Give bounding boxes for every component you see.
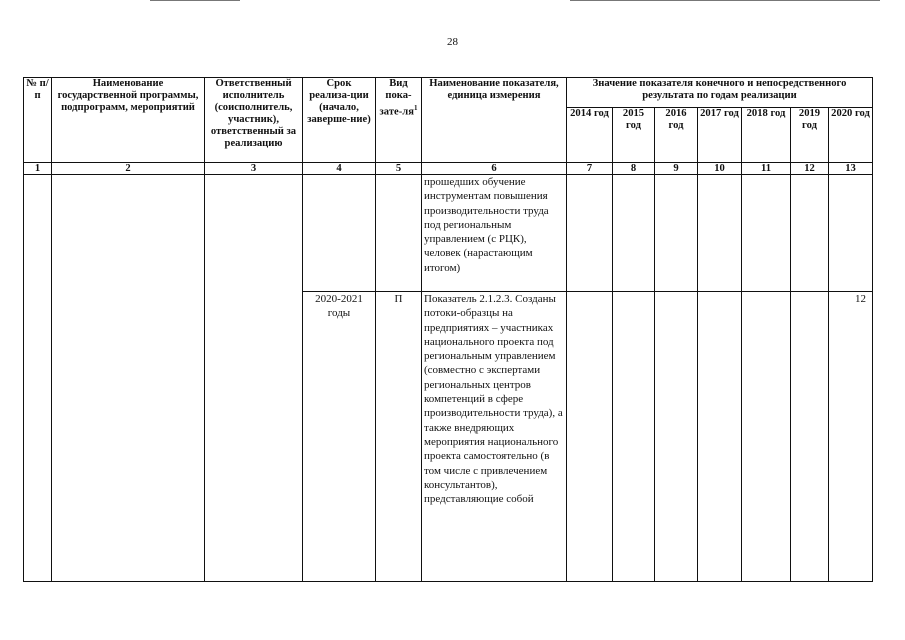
header-year: 2017 год bbox=[698, 108, 742, 163]
header-year: 2019 год bbox=[791, 108, 829, 163]
column-number: 6 bbox=[422, 163, 567, 175]
header-no: № п/п bbox=[24, 78, 52, 163]
cell-value-2017 bbox=[698, 292, 742, 582]
header-kind-footnote: 1 bbox=[413, 104, 418, 112]
column-number: 4 bbox=[303, 163, 376, 175]
cell-value-2016 bbox=[655, 292, 698, 582]
cell-term bbox=[303, 175, 376, 292]
header-kind bbox=[376, 78, 422, 163]
header-executor: Ответственный исполнитель (соисполнитель, участник), ответственный за реализацию bbox=[205, 78, 303, 163]
cell-value-2018 bbox=[742, 175, 791, 292]
column-number: 1 bbox=[24, 163, 52, 175]
cell-indicator: прошедших обучение инструментам повышения производительности труда под региональным управлением (с РЦК), человек (нарастающим итогом) bbox=[422, 175, 567, 292]
header-year: 2015 год bbox=[613, 108, 655, 163]
header-program: Наименование государственной программы, подпрограмм, мероприятий bbox=[52, 78, 205, 163]
header-indicator: Наименование показателя, единица измерения bbox=[422, 78, 567, 163]
cell-kind bbox=[376, 175, 422, 292]
cell-value-2019 bbox=[791, 292, 829, 582]
column-number: 12 bbox=[791, 163, 829, 175]
cell-value-2017 bbox=[698, 175, 742, 292]
cell-value-2015 bbox=[613, 292, 655, 582]
header-year: 2014 год bbox=[567, 108, 613, 163]
column-number: 8 bbox=[613, 163, 655, 175]
cell-value-2014 bbox=[567, 175, 613, 292]
table-row bbox=[24, 175, 873, 292]
header-kind-label: Вид пока-зате-ля bbox=[379, 78, 414, 118]
cell-kind: П bbox=[376, 292, 422, 582]
column-number: 10 bbox=[698, 163, 742, 175]
column-number: 5 bbox=[376, 163, 422, 175]
cell-indicator: Показатель 2.1.2.3. Созданы потоки-образцы на предприятиях – участниках национального проекта под региональным управлением (совместно с экспертами региональных центров компетенций в сфере производительности труда), а также внедряющих мероприятия национального проекта самостоятельно (в том числе с привлечением консультантов), представляющие собой bbox=[422, 292, 567, 582]
column-number: 7 bbox=[567, 163, 613, 175]
indicator-table bbox=[23, 77, 873, 582]
header-year: 2020 год bbox=[829, 108, 873, 163]
column-number: 9 bbox=[655, 163, 698, 175]
cell-value-2016 bbox=[655, 175, 698, 292]
cell-value-2020 bbox=[829, 175, 873, 292]
column-number: 2 bbox=[52, 163, 205, 175]
header-year: 2016 год bbox=[655, 108, 698, 163]
scan-top-mark-right bbox=[570, 0, 880, 1]
column-number: 13 bbox=[829, 163, 873, 175]
cell-term: 2020-2021 годы bbox=[303, 292, 376, 582]
cell-value-2019 bbox=[791, 175, 829, 292]
column-number: 11 bbox=[742, 163, 791, 175]
header-values-group: Значение показателя конечного и непосредственного результата по годам реализации bbox=[567, 78, 873, 108]
cell-no bbox=[24, 175, 52, 582]
page-number: 28 bbox=[447, 36, 458, 48]
cell-program bbox=[52, 175, 205, 582]
header-year: 2018 год bbox=[742, 108, 791, 163]
cell-executor bbox=[205, 175, 303, 582]
cell-value-2015 bbox=[613, 175, 655, 292]
column-number-row bbox=[24, 163, 873, 175]
cell-value-2020: 12 bbox=[829, 292, 873, 582]
header-term: Срок реализа-ции (начало, заверше-ние) bbox=[303, 78, 376, 163]
cell-value-2018 bbox=[742, 292, 791, 582]
column-number: 3 bbox=[205, 163, 303, 175]
cell-value-2014 bbox=[567, 292, 613, 582]
scan-top-mark-left bbox=[150, 0, 240, 1]
